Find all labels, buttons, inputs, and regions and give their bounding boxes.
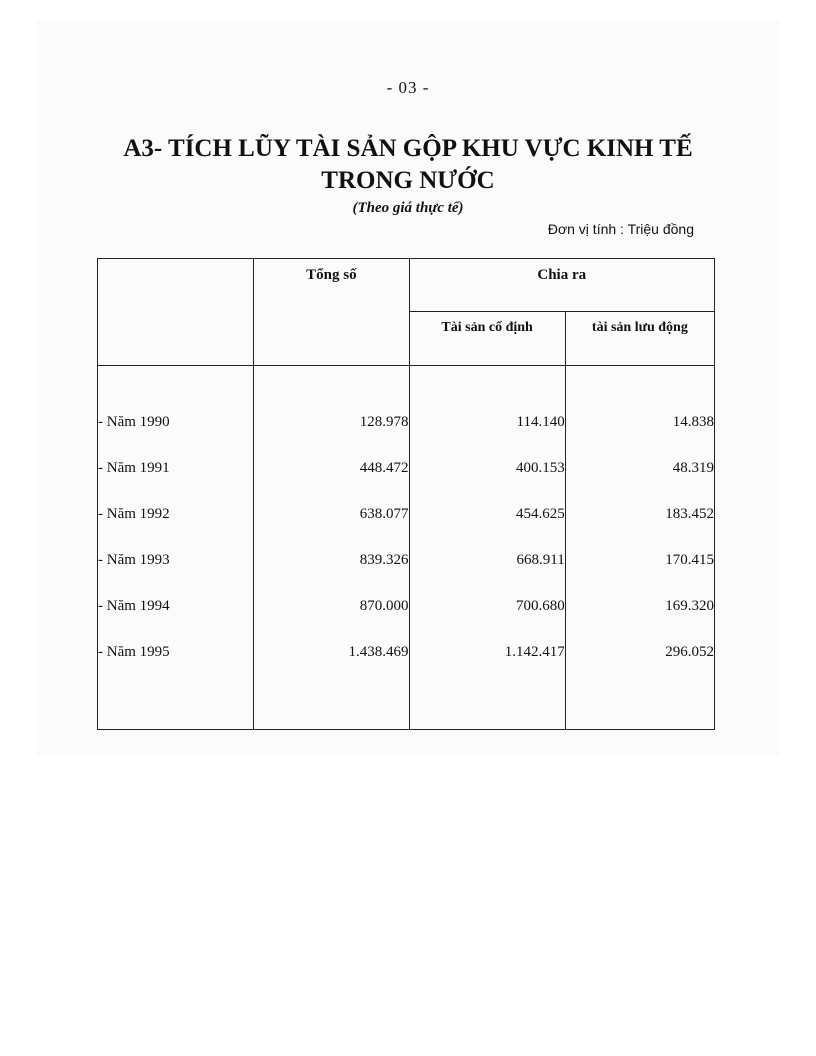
table-bottom-row — [98, 675, 715, 730]
year-cell: - Năm 1994 — [98, 583, 254, 629]
total-cell: 638.077 — [254, 491, 409, 537]
title-line-1: A3- TÍCH LŨY TÀI SẢN GỘP KHU VỰC KINH TẾ — [123, 135, 693, 162]
title-line-2: TRONG NƯỚC — [321, 167, 495, 194]
fixed-assets-cell: 454.625 — [409, 491, 565, 537]
fixed-assets-cell: 400.153 — [409, 445, 565, 491]
page-number: - 03 - — [386, 78, 430, 97]
current-assets-cell: 183.452 — [565, 491, 714, 537]
header-fixed-assets: Tài sản cố định — [409, 312, 565, 366]
fixed-assets-cell: 1.142.417 — [409, 629, 565, 675]
header-current-assets: tài sản lưu động — [565, 312, 714, 366]
year-cell: - Năm 1993 — [98, 537, 254, 583]
fixed-assets-cell: 114.140 — [409, 399, 565, 445]
total-cell: 128.978 — [254, 399, 409, 445]
table-row — [98, 399, 715, 445]
total-cell: 839.326 — [254, 537, 409, 583]
fixed-assets-cell: 668.911 — [409, 537, 565, 583]
header-split: Chia ra — [409, 259, 715, 312]
unit-note: Đơn vị tính : Triệu đồng — [547, 221, 694, 237]
document-title — [0, 133, 816, 197]
table-header-row — [98, 259, 715, 312]
year-cell: - Năm 1991 — [98, 445, 254, 491]
header-empty-cell — [98, 259, 254, 366]
year-cell: - Năm 1990 — [98, 399, 254, 445]
accumulation-table — [97, 258, 715, 730]
table-spacer-row — [98, 366, 715, 400]
total-cell: 1.438.469 — [254, 629, 409, 675]
current-assets-cell: 14.838 — [565, 399, 714, 445]
total-cell: 870.000 — [254, 583, 409, 629]
table-row — [98, 583, 715, 629]
current-assets-cell: 169.320 — [565, 583, 714, 629]
current-assets-cell: 170.415 — [565, 537, 714, 583]
total-cell: 448.472 — [254, 445, 409, 491]
current-assets-cell: 48.319 — [565, 445, 714, 491]
price-basis-subtitle: (Theo giá thực tế) — [352, 200, 464, 216]
year-cell: - Năm 1992 — [98, 491, 254, 537]
fixed-assets-cell: 700.680 — [409, 583, 565, 629]
header-total: Tổng số — [254, 259, 409, 366]
year-cell: - Năm 1995 — [98, 629, 254, 675]
current-assets-cell: 296.052 — [565, 629, 714, 675]
table-row — [98, 445, 715, 491]
table-row — [98, 491, 715, 537]
table-row — [98, 629, 715, 675]
table-row — [98, 537, 715, 583]
